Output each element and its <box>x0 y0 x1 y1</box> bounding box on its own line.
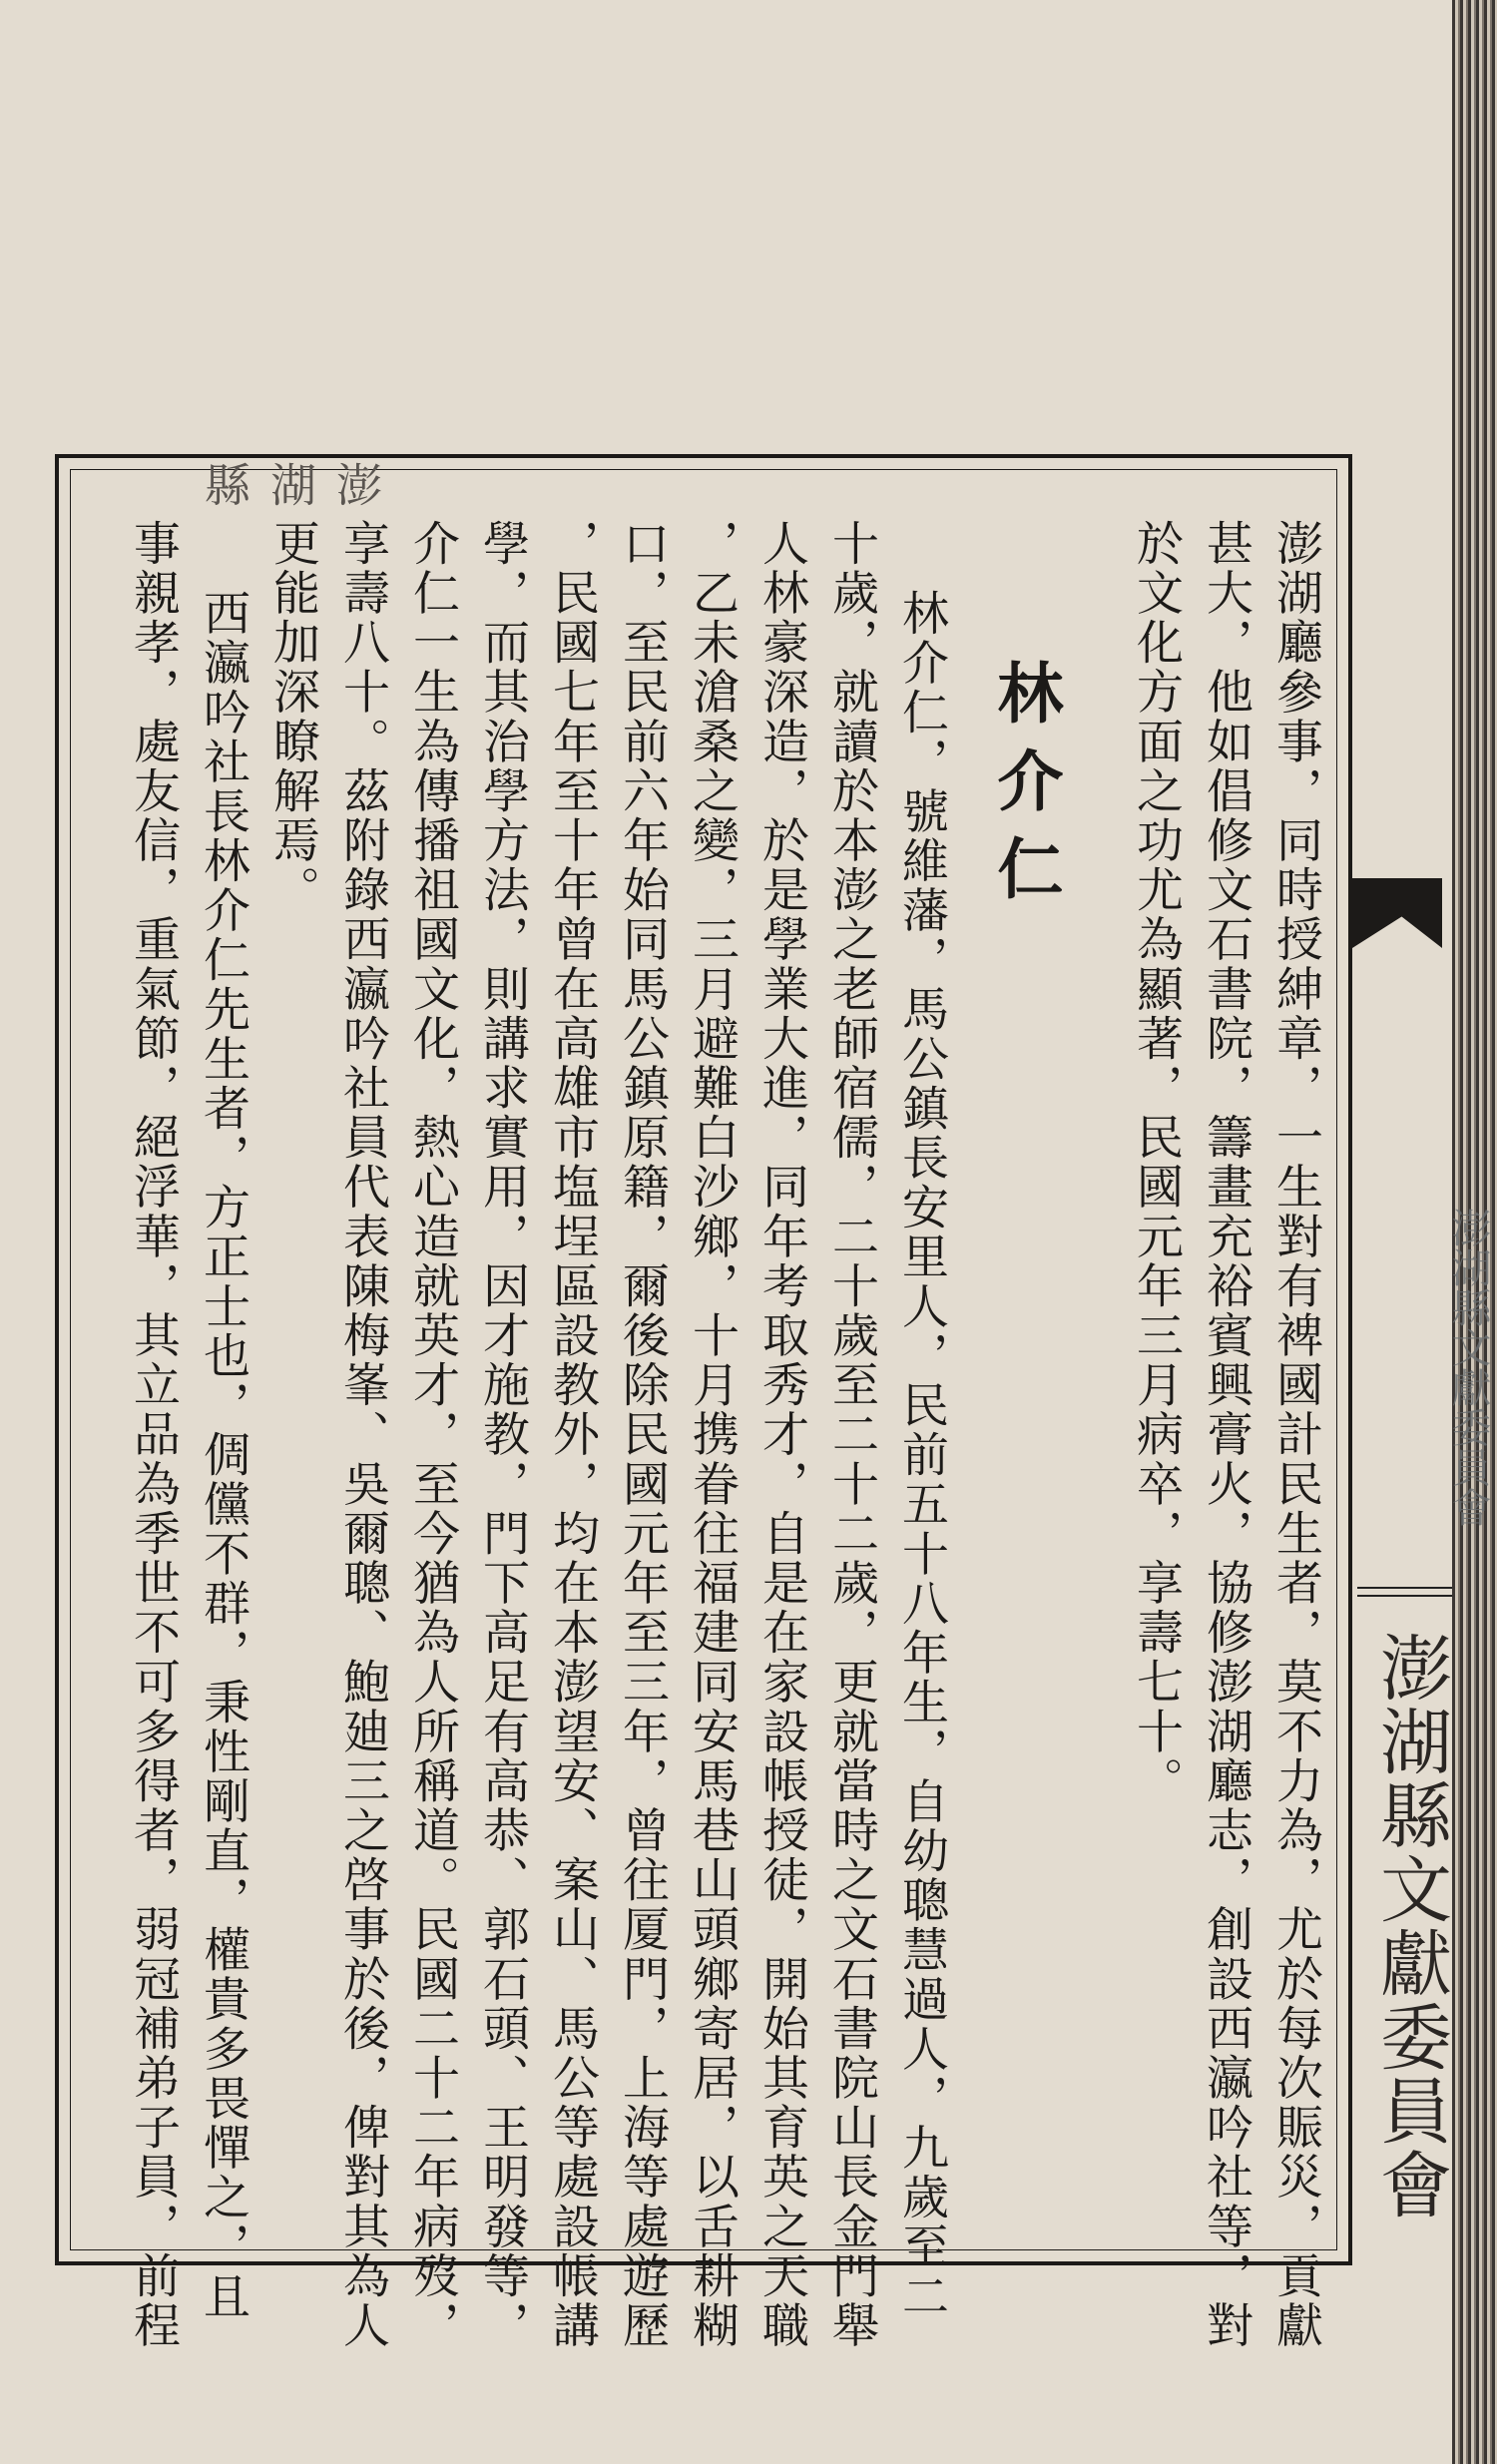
gutter-divider <box>1357 1587 1452 1597</box>
book-title: 澎湖縣文獻委員會 <box>1368 1631 1452 2221</box>
edge-blur-text: 澎湖縣文獻委員會 <box>1445 1208 1491 1527</box>
text-column: ，民國七年至十年曾在高雄市塩埕區設教外，均在本澎望安、案山、馬公等處設帳講 <box>545 519 600 2351</box>
frame-head-text: 澎湖縣 <box>198 461 383 515</box>
text-column: 甚大，他如倡修文石書院，籌畫充裕賓興膏火，協修澎湖廳志，創設西瀛吟社等，對 <box>1199 519 1253 2351</box>
text-column: 西瀛吟社長林介仁先生者，方正士也，倜儻不群，秉性剛直，權貴多畏憚之，且 <box>196 589 250 2321</box>
text-column: 學，而其治學方法，則講求實用，因才施教，門下高足有高恭、郭石頭、王明發等， <box>475 519 530 2351</box>
text-column: 享壽八十。茲附錄西瀛吟社員代表陳梅峯、吳爾聰、鮑廸三之啓事於後，俾對其為人 <box>335 519 390 2351</box>
text-column: 林介仁，號維藩，馬公鎮長安里人，民前五十八年生，自幼聰慧過人，九歲至二 <box>894 589 949 2321</box>
text-column: 更能加深瞭解焉。 <box>265 519 320 915</box>
text-column: 事親孝，處友信，重氣節，絕浮華，其立品為季世不可多得者，弱冠補弟子員，前程 <box>126 519 181 2351</box>
text-column: 澎湖廳參事，同時授紳章，一生對有裨國計民生者，莫不力為，尤於每次賑災，貢獻 <box>1268 519 1323 2351</box>
gutter-fishtail-mark <box>1352 878 1442 948</box>
text-column: 人林豪深造，於是學業大進，同年考取秀才，自是在家設帳授徒，開始其育英之天職 <box>754 519 809 2351</box>
text-column: 於文化方面之功尤為顯著，民國元年三月病卒，享壽七十。 <box>1129 519 1184 1806</box>
text-column: 口，至民前六年始同馬公鎮原籍，爾後除民國元年至三年，曾往厦門，上海等處遊歷 <box>615 519 670 2351</box>
text-column: 十歲，就讀於本澎之老師宿儒，二十歲至二十二歲，更就當時之文石書院山長金門舉 <box>824 519 879 2351</box>
text-column: ，乙未滄桑之變，三月避難白沙鄉，十月携眷往福建同安馬巷山頭鄉寄居，以舌耕糊 <box>685 519 740 2351</box>
text-column: 介仁一生為傳播祖國文化，熱心造就英才，至今猶為人所稱道。民國二十二年病歿， <box>405 519 460 2351</box>
section-heading: 林介仁 <box>986 659 1064 922</box>
